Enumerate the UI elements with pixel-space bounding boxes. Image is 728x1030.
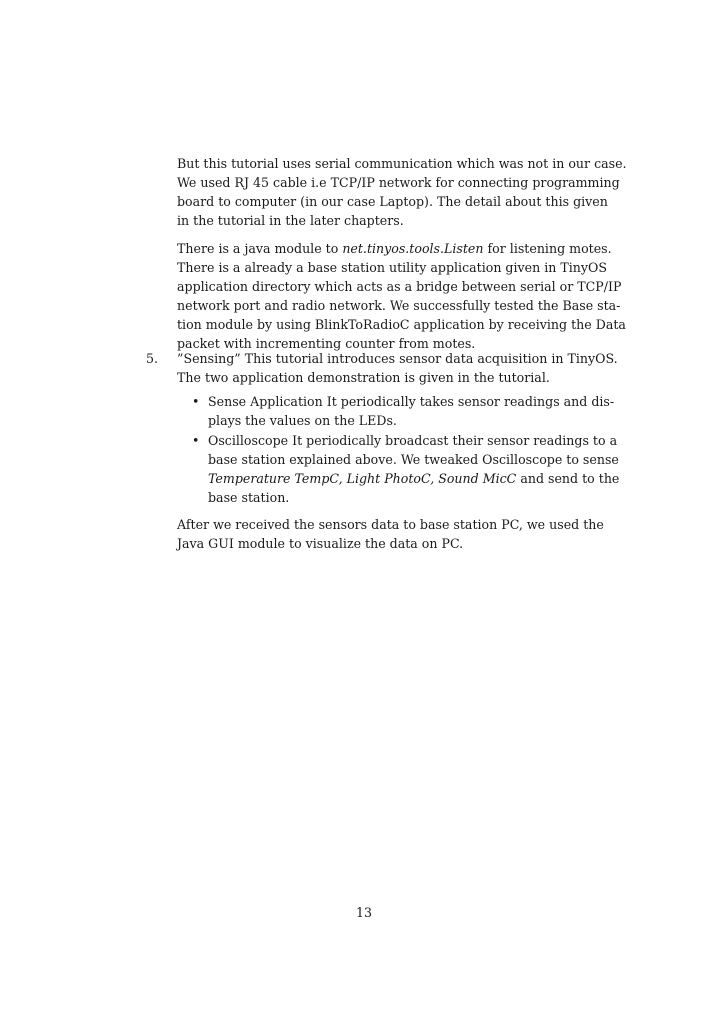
paragraph-1-line: But this tutorial uses serial communication which was not in our case. [177,156,627,171]
paragraph-1-line: board to computer (in our case Laptop). The detail about this given [177,194,608,209]
paragraph-2-line [177,239,612,258]
code-reference: net.tinyos.tools.Listen [342,241,484,256]
bullet-item-line: Oscilloscope It periodically broadcast their sensor readings to a [208,433,618,448]
bullet-item-line: Sense Application It periodically takes sensor readings and dis- [208,394,615,409]
paragraph-1-line: in the tutorial in the later chapters. [177,213,404,228]
bullet-item-line [208,469,620,488]
page-number: 13 [355,905,373,920]
paragraph-2-line: application directory which acts as a bridge between serial or TCP/IP [177,279,622,294]
paragraph-2-line: tion module by using BlinkToRadioC application by receiving the Data [177,317,626,332]
list-item-number: 5. [146,351,159,366]
paragraph-2-line: packet with incrementing counter from motes. [177,336,476,351]
paragraph-2-line: network port and radio network. We successfully tested the Base sta- [177,298,621,313]
bullet-item-line: base station explained above. We tweaked Oscilloscope to sense [208,452,619,467]
sensor-names: Temperature TempC, Light PhotoC, Sound MicC [208,471,517,486]
paragraph-2-line: There is a already a base station utility application given in TinyOS [177,260,607,275]
list-item-line: The two application demonstration is given in the tutorial. [177,370,550,385]
paragraph-1-line: We used RJ 45 cable i.e TCP/IP network for connecting programming [177,175,620,190]
text-span: There is a java module to [177,241,343,256]
text-span: for listening motes. [483,241,612,256]
bullet-icon: • [192,394,200,409]
text-span: and send to the [516,471,620,486]
paragraph-3-line: After we received the sensors data to base station PC, we used the [177,517,604,532]
bullet-item-line: base station. [208,490,290,505]
bullet-item-line: plays the values on the LEDs. [208,413,397,428]
list-item-line: ”Sensing” This tutorial introduces sensor data acquisition in TinyOS. [177,351,618,366]
bullet-icon: • [192,433,200,448]
paragraph-3-line: Java GUI module to visualize the data on PC. [177,536,464,551]
